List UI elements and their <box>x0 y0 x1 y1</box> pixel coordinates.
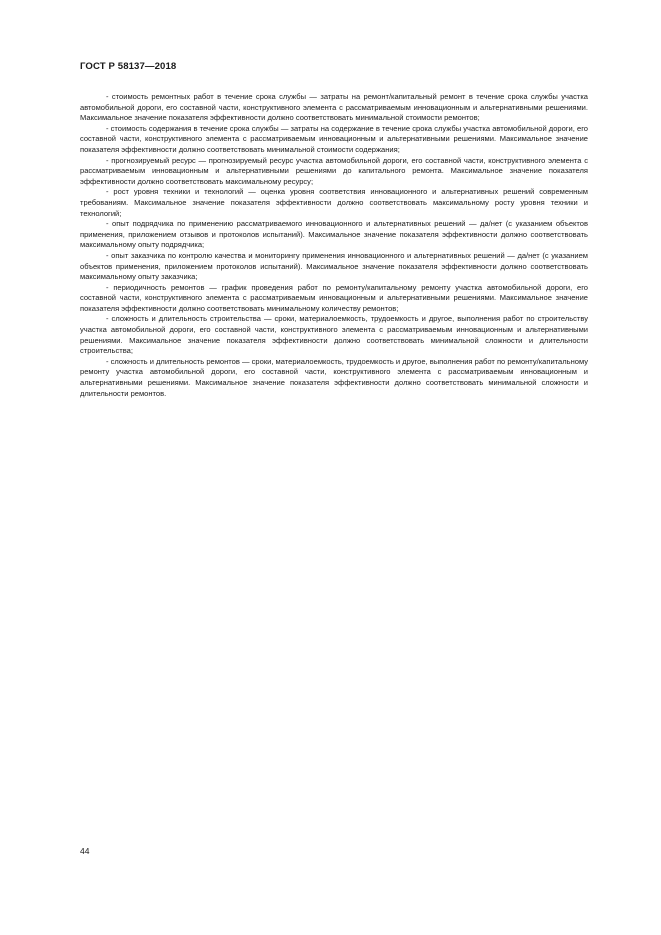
paragraph-maintenance-cost: - стоимость содержания в течение срока службы — затраты на содержание в течение срока службы участка автомобильной дороги, его составной части, конструктивного элемента с рассматриваемым инновационным и альтернативными решениями. Максимальное значение показателя эффективности должно соответствовать минимальной стоимости содержания; <box>80 123 588 154</box>
paragraph-customer-experience: - опыт заказчика по контролю качества и мониторингу применения инновационного и альтернативных решений — да/нет (с указанием объектов применения, приложением протоколов испытаний). Максимальное значение показателя эффективности должно соответствовать максимальному опыту заказчика; <box>80 250 588 282</box>
paragraph-construction-complexity: - сложность и длительность строительства — сроки, материалоемкость, трудоемкость и другое, выполнения работ по строительству участка автомобильной дороги, его составной части, конструктивного элемента с рассматриваемым инновационным и альтернативными решениями. Максимальное значение показателя эффективности должно соответствовать минимальной сложности и длительности строительства; <box>80 314 588 356</box>
page-number: 44 <box>80 846 90 856</box>
paragraph-repair-complexity: - сложность и длительность ремонтов — сроки, материалоемкость, трудоемкость и другое, выполнения работ по ремонту/капитальному ремонту участка автомобильной дороги, его составной части, конструктивного элемента с рассматриваемым инновационным и альтернативными решениями. Максимальное значение показателя эффективности должно соответствовать минимальной сложности и длительности ремонтов. <box>80 356 588 398</box>
paragraph-repair-cost: - стоимость ремонтных работ в течение срока службы — затраты на ремонт/капитальный ремонт в течение срока службы участка автомобильной дороги, его составной части, конструктивного элемента с рассматриваемым инновационным и альтернативными решениями. Максимальное значение показателя эффективности должно соответствовать минимальной стоимости ремонтов; <box>80 92 588 123</box>
paragraph-repair-frequency: - периодичность ремонтов — график проведения работ по ремонту/капитальному ремонту участка автомобильной дороги, его составной части, конструктивного элемента с рассматриваемым инновационным и альтернативными решениями. Максимальное значение показателя эффективности должно соответствовать минимальному количеству ремонтов; <box>80 282 588 313</box>
paragraph-predicted-resource: - прогнозируемый ресурс — прогнозируемый ресурс участка автомобильной дороги, его составной части, конструктивного элемента с рассматриваемым инновационным и альтернативными решениями до капитального ремонта. Максимальное значение показателя эффективности должно соответствовать максимальному ресурсу; <box>80 155 588 186</box>
standard-header: ГОСТ Р 58137—2018 <box>80 61 177 72</box>
document-body <box>80 92 588 399</box>
paragraph-technology-growth: - рост уровня техники и технологий — оценка уровня соответствия инновационного и альтернативных решений современным требованиям. Максимальное значение показателя эффективности должно соответствовать максимальному росту уровня техники и технологий; <box>80 187 588 218</box>
paragraph-contractor-experience: - опыт подрядчика по применению рассматриваемого инновационного и альтернативных решений — да/нет (с указанием объектов применения, приложением отзывов и протоколов испытаний). Максимальное значение показателя эффективности должно соответствовать максимальному опыту подрядчика; <box>80 219 588 250</box>
